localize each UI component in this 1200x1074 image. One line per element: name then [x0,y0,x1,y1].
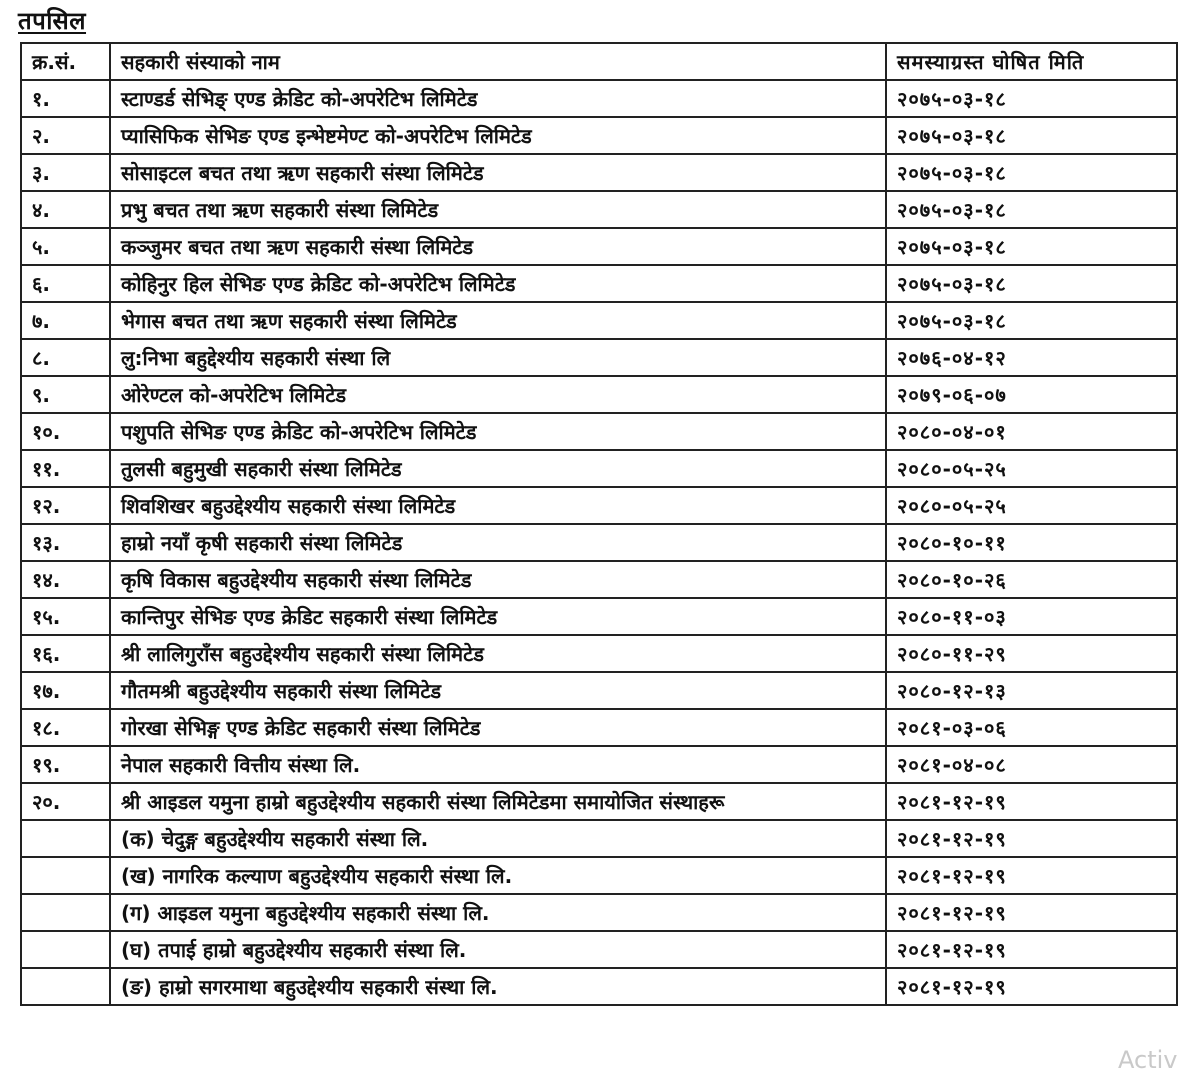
table-row [21,154,1177,191]
cooperative-name-cell: लु:निभा बहुद्देश्यीय सहकारी संस्था लि [110,339,886,376]
table-subrow [21,968,1177,1005]
declared-date-cell: २०७५-०३-१८ [886,265,1177,302]
table-row [21,302,1177,339]
cooperative-name-cell: (ङ) हाम्रो सगरमाथा बहुउद्देश्यीय सहकारी संस्था लि. [110,968,886,1005]
cooperative-name-cell: ओरेण्टल को-अपरेटिभ लिमिटेड [110,376,886,413]
declared-date-cell: २०८१-०४-०८ [886,746,1177,783]
declared-date-header: समस्याग्रस्त घोषित मिति [886,43,1177,80]
cooperative-name-cell: गौतमश्री बहुउद्देश्यीय सहकारी संस्था लिमिटेड [110,672,886,709]
table-row [21,376,1177,413]
serial-number-cell: ७. [21,302,110,339]
declared-date-cell: २०७६-०४-१२ [886,339,1177,376]
table-row [21,598,1177,635]
table-subrow [21,931,1177,968]
table-row [21,339,1177,376]
serial-number-cell: १५. [21,598,110,635]
declared-date-cell: २०८०-०५-२५ [886,487,1177,524]
cooperative-name-cell: प्रभु बचत तथा ऋण सहकारी संस्था लिमिटेड [110,191,886,228]
serial-number-cell [21,968,110,1005]
cooperative-name-cell: सोसाइटल बचत तथा ऋण सहकारी संस्था लिमिटेड [110,154,886,191]
cooperative-name-cell: (ग) आइडल यमुना बहुउद्देश्यीय सहकारी संस्था लि. [110,894,886,931]
cooperative-name-cell: तुलसी बहुमुखी सहकारी संस्था लिमिटेड [110,450,886,487]
activation-watermark: Activ [1118,1046,1178,1074]
table-row [21,117,1177,154]
cooperative-name-cell: कोहिनुर हिल सेभिङ एण्ड क्रेडिट को-अपरेटिभ लिमिटेड [110,265,886,302]
serial-number-cell: ४. [21,191,110,228]
serial-number-cell: ३. [21,154,110,191]
cooperative-name-cell: कृषि विकास बहुउद्देश्यीय सहकारी संस्था लिमिटेड [110,561,886,598]
declared-date-cell: २०८१-०३-०६ [886,709,1177,746]
declared-date-cell: २०८१-१२-१९ [886,857,1177,894]
serial-number-cell: १३. [21,524,110,561]
table-row [21,709,1177,746]
serial-number-cell [21,931,110,968]
serial-number-cell: ११. [21,450,110,487]
table-row [21,524,1177,561]
serial-number-cell: १४. [21,561,110,598]
declared-date-cell: २०७५-०३-१८ [886,228,1177,265]
declared-date-cell: २०८१-१२-१९ [886,931,1177,968]
table-row [21,487,1177,524]
cooperative-name-cell: स्टाण्डर्ड सेभिङ् एण्ड क्रेडिट को-अपरेटिभ लिमिटेड [110,80,886,117]
serial-number-cell [21,820,110,857]
cooperative-name-cell: (घ) तपाई हाम्रो बहुउद्देश्यीय सहकारी संस्था लि. [110,931,886,968]
table-row [21,80,1177,117]
cooperative-name-cell: (ख) नागरिक कल्याण बहुउद्देश्यीय सहकारी संस्था लि. [110,857,886,894]
declared-date-cell: २०७५-०३-१८ [886,191,1177,228]
table-subrow [21,857,1177,894]
cooperative-name-cell: भेगास बचत तथा ऋण सहकारी संस्था लिमिटेड [110,302,886,339]
cooperative-name-header: सहकारी संस्याको नाम [110,43,886,80]
declared-date-cell: २०८१-१२-१९ [886,820,1177,857]
declared-date-cell: २०८०-१२-१३ [886,672,1177,709]
declared-date-cell: २०८०-११-२९ [886,635,1177,672]
serial-number-cell: १२. [21,487,110,524]
cooperative-name-cell: श्री लालिगुराँस बहुउद्देश्यीय सहकारी संस्था लिमिटेड [110,635,886,672]
declared-date-cell: २०७९-०६-०७ [886,376,1177,413]
cooperative-name-cell: (क) चेदुङ्ग बहुउद्देश्यीय सहकारी संस्था लि. [110,820,886,857]
table-header-row [21,43,1177,80]
serial-number-cell: ९. [21,376,110,413]
declared-date-cell: २०८०-१०-२६ [886,561,1177,598]
declared-date-cell: २०८०-१०-११ [886,524,1177,561]
serial-number-header: क्र.सं. [21,43,110,80]
table-row [21,228,1177,265]
serial-number-cell: १६. [21,635,110,672]
table-row [21,265,1177,302]
serial-number-cell: २०. [21,783,110,820]
serial-number-cell: १८. [21,709,110,746]
declared-date-cell: २०८०-०५-२५ [886,450,1177,487]
serial-number-cell [21,857,110,894]
table-row [21,413,1177,450]
table-row [21,191,1177,228]
declared-date-cell: २०८१-१२-१९ [886,968,1177,1005]
declared-date-cell: २०८०-११-०३ [886,598,1177,635]
serial-number-cell: ८. [21,339,110,376]
cooperative-name-cell: कञ्जुमर बचत तथा ऋण सहकारी संस्था लिमिटेड [110,228,886,265]
table-row [21,746,1177,783]
serial-number-cell: १. [21,80,110,117]
cooperative-name-cell: गोरखा सेभिङ्ग एण्ड क्रेडिट सहकारी संस्था लिमिटेड [110,709,886,746]
table-subrow [21,894,1177,931]
page-heading: तपसिल [18,7,87,35]
table-row [21,783,1177,820]
serial-number-cell: ५. [21,228,110,265]
declared-date-cell: २०७५-०३-१८ [886,80,1177,117]
table-row [21,635,1177,672]
cooperative-name-cell: प्यासिफिक सेभिङ एण्ड इन्भेष्टमेण्ट को-अपरेटिभ लिमिटेड [110,117,886,154]
declared-date-cell: २०७५-०३-१८ [886,302,1177,339]
serial-number-cell: १०. [21,413,110,450]
table-row [21,450,1177,487]
serial-number-cell: १७. [21,672,110,709]
declared-date-cell: २०८१-१२-१९ [886,894,1177,931]
declared-date-cell: २०८०-०४-०१ [886,413,1177,450]
declared-date-cell: २०७५-०३-१८ [886,154,1177,191]
table-row [21,672,1177,709]
table-body [21,80,1177,1005]
cooperative-name-cell: नेपाल सहकारी वित्तीय संस्था लि. [110,746,886,783]
cooperative-name-cell: श्री आइडल यमुना हाम्रो बहुउद्देश्यीय सहकारी संस्था लिमिटेडमा समायोजित संस्थाहरू [110,783,886,820]
declared-date-cell: २०८१-१२-१९ [886,783,1177,820]
serial-number-cell: २. [21,117,110,154]
table-subrow [21,820,1177,857]
serial-number-cell: १९. [21,746,110,783]
cooperative-name-cell: शिवशिखर बहुउद्देश्यीय सहकारी संस्था लिमिटेड [110,487,886,524]
declared-date-cell: २०७५-०३-१८ [886,117,1177,154]
cooperatives-table [20,42,1178,1006]
cooperative-name-cell: पशुपति सेभिङ एण्ड क्रेडिट को-अपरेटिभ लिमिटेड [110,413,886,450]
cooperative-name-cell: हाम्रो नयाँ कृषी सहकारी संस्था लिमिटेड [110,524,886,561]
table-row [21,561,1177,598]
cooperative-name-cell: कान्तिपुर सेभिङ एण्ड क्रेडिट सहकारी संस्था लिमिटेड [110,598,886,635]
serial-number-cell: ६. [21,265,110,302]
serial-number-cell [21,894,110,931]
